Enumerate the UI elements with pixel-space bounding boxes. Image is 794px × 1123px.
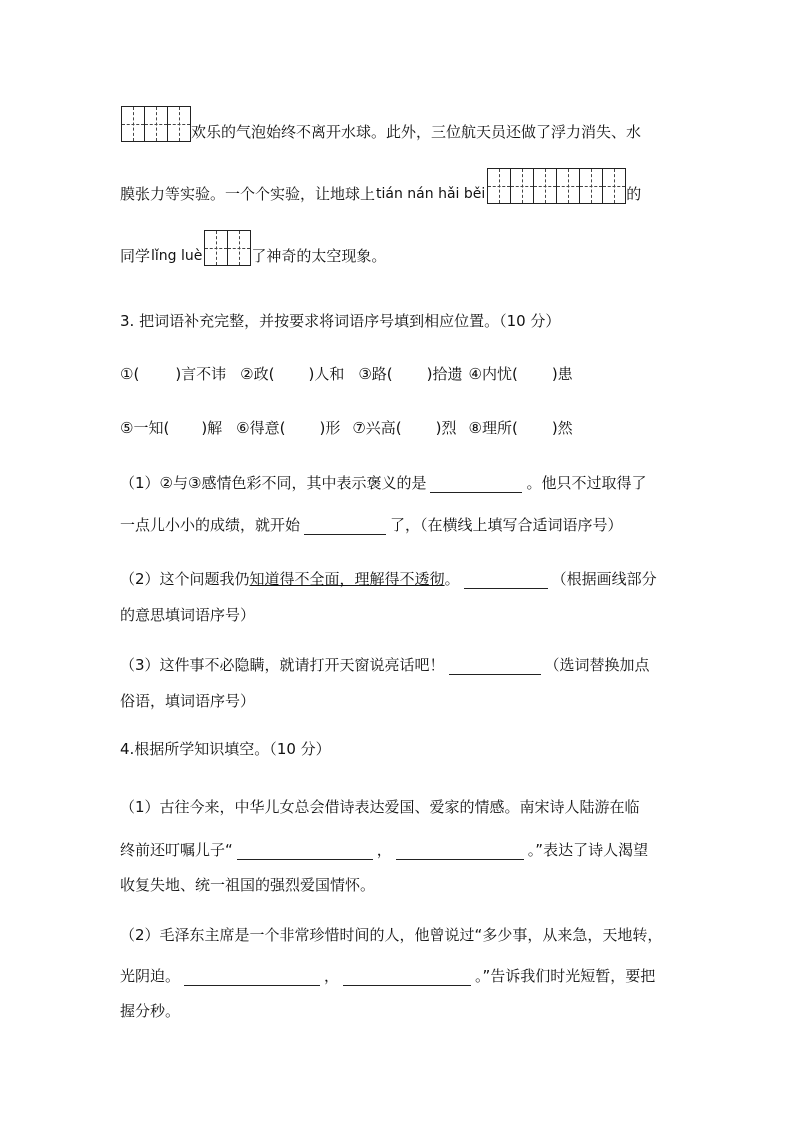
question-title: 3. 把词语补充完整，并按要求将词语序号填到相应位置。（10 分） [120, 312, 561, 330]
answer-blank[interactable] [396, 843, 524, 860]
idiom-part: )然 [551, 419, 573, 437]
idiom-part: ③路( [358, 365, 393, 383]
q3-sub3-line1 [120, 655, 650, 675]
q4-p1-line1 [120, 797, 640, 817]
sub-question-text: （2）这个问题我仍 [120, 570, 250, 588]
idiom-part: )人和 [308, 365, 345, 383]
passage-line-3 [120, 230, 386, 266]
sub-question-text: 一点儿小小的成绩，就开始 [120, 516, 301, 534]
question-title: 4.根据所学知识填空。（10 分） [120, 740, 331, 758]
idiom-part: ⑤一知( [120, 419, 170, 437]
passage-text: 欢乐的气泡始终不离开水球。此外，三位航天员还做了浮力消失、水 [191, 123, 642, 141]
q4-p2-line1 [120, 925, 662, 945]
sub-question-text: 。他只不过取得了 [526, 474, 647, 492]
q4-p1-line2 [120, 840, 648, 860]
sub-question-text: 。 [444, 570, 460, 588]
idiom-part: )拾遗 [426, 365, 463, 383]
sub-question-text: ， [324, 967, 340, 985]
sub-question-text: ， [376, 841, 392, 859]
q3-sub3-line2 [120, 691, 255, 711]
pinyin-prompt: lǐng luè [151, 248, 203, 264]
sub-question-text: 握分秒。 [120, 1002, 181, 1020]
passage-text: 了神奇的太空现象。 [251, 247, 387, 265]
question-3-title [120, 311, 560, 331]
q4-p2-line2 [120, 966, 655, 986]
question-4-title [120, 739, 331, 759]
sub-question-text: 光阴迫。 [120, 967, 181, 985]
sub-question-text: （2）毛泽东主席是一个非常珍惜时间的人，他曾说过“多少事，从来急，天地转， [120, 926, 663, 944]
q4-p2-line3 [120, 1001, 180, 1021]
idiom-part: ⑦兴高( [352, 419, 402, 437]
answer-blank[interactable] [449, 658, 541, 675]
sub-question-text: （3）这件事不必隐瞒，就请打开天窗说亮话吧！ [120, 656, 445, 674]
sub-question-text: （1）古往今来，中华儿女总会借诗表达爱国、爱家的情感。南宋诗人陆游在临 [120, 798, 640, 816]
idiom-part: )烈 [435, 419, 457, 437]
underlined-phrase: 知道得不全面，理解得不透彻 [249, 570, 445, 588]
passage-line-1 [120, 106, 641, 142]
char-box-group-2[interactable] [204, 230, 250, 266]
q3-sub2-line1 [120, 569, 657, 589]
idiom-part: ⑧理所( [468, 419, 518, 437]
sub-question-text: 。”告诉我们时光短暂，要把 [475, 967, 656, 985]
idiom-part: )解 [201, 419, 223, 437]
sub-question-text: 的意思填词语序号） [120, 606, 256, 624]
q3-sub2-line2 [120, 605, 255, 625]
sub-question-text: 收复失地、统一祖国的强烈爱国情怀。 [120, 876, 376, 894]
idiom-row-1 [120, 364, 573, 384]
passage-text: 膜张力等实验。一个个实验，让地球上 [120, 185, 376, 203]
q3-sub1-line1 [120, 473, 646, 493]
q3-sub1-line2 [120, 515, 623, 535]
answer-blank[interactable] [464, 572, 548, 589]
idiom-part: )言不讳 [175, 365, 227, 383]
answer-blank[interactable] [343, 969, 471, 986]
sub-question-text: （选词替换加点 [544, 656, 650, 674]
answer-blank[interactable] [304, 518, 386, 535]
sub-question-text: （根据画线部分 [551, 570, 657, 588]
q4-p1-line3 [120, 875, 375, 895]
answer-blank[interactable] [237, 843, 373, 860]
idiom-part: ④内忧( [468, 365, 518, 383]
idiom-part: )形 [319, 419, 341, 437]
char-box-group-6[interactable] [487, 168, 625, 204]
sub-question-text: 俗语，填词语序号） [120, 692, 256, 710]
answer-blank[interactable] [430, 476, 522, 493]
passage-text: 的 [626, 185, 642, 203]
sub-question-text: （1）②与③感情色彩不同，其中表示褒义的是 [120, 474, 427, 492]
idiom-row-2 [120, 418, 573, 438]
idiom-part: )患 [551, 365, 573, 383]
sub-question-text: 。”表达了诗人渴望 [527, 841, 649, 859]
idiom-part: ⑥得意( [236, 419, 286, 437]
passage-line-2 [120, 168, 641, 204]
idiom-part: ①( [120, 365, 140, 383]
char-box-group-3[interactable] [121, 106, 190, 142]
sub-question-text: 了，（在横线上填写合适词语序号） [390, 516, 623, 534]
idiom-part: ②政( [240, 365, 275, 383]
pinyin-prompt: tián nán hǎi běi [376, 186, 486, 202]
passage-text: 同学 [120, 247, 151, 265]
answer-blank[interactable] [184, 969, 320, 986]
sub-question-text: 终前还叮嘱儿子“ [120, 841, 233, 859]
